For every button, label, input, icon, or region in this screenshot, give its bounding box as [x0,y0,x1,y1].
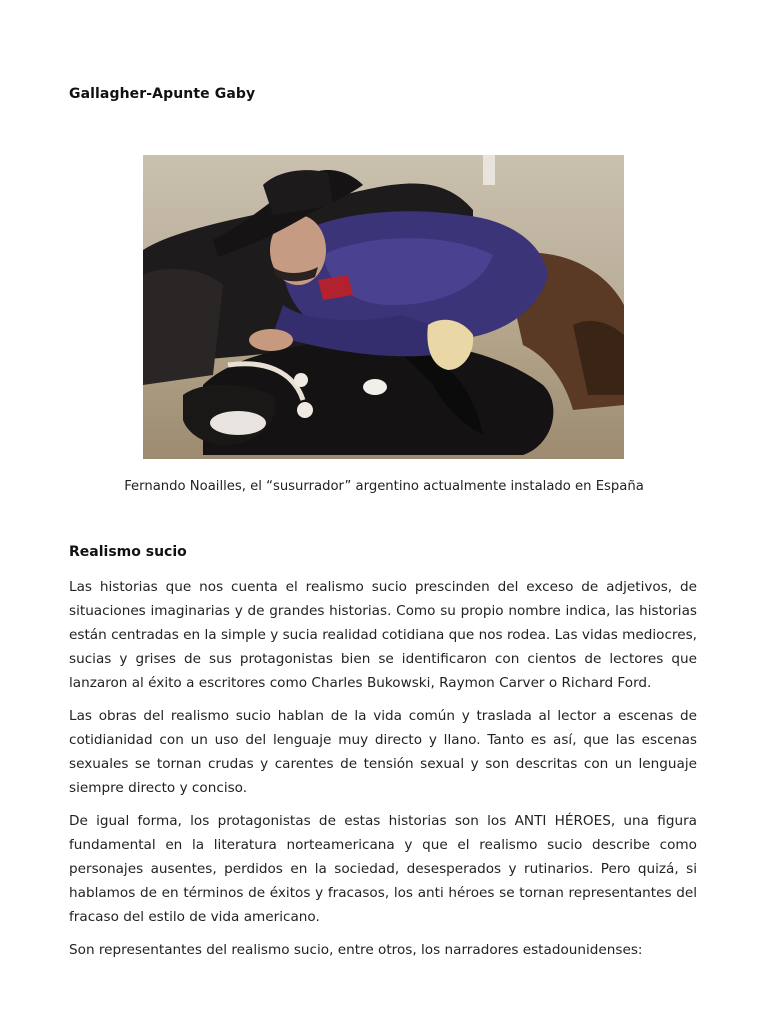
paragraph: Son representantes del realismo sucio, entre otros, los narradores estadounidenses: [69,942,643,958]
photo-man-with-horse [143,155,624,459]
author-name: Gallagher-Apunte Gaby [69,86,256,102]
article-body [69,575,697,971]
paragraph: Las obras del realismo sucio hablan de la vida común y traslada al lector a escenas de cotidianidad con un uso del lenguaje muy directo y llano. Tanto es así, que las escenas sexuales se tornan crudas y carentes de tensión sexual y son descritas con un lenguaje siempre directo y conciso. [69,708,697,796]
photo-caption: Fernando Noailles, el “susurrador” argentino actualmente instalado en España [124,479,644,494]
section-title: Realismo sucio [69,544,187,560]
paragraph: Las historias que nos cuenta el realismo sucio prescinden del exceso de adjetivos, de situaciones imaginarias y de grandes historias. Como su propio nombre indica, las historias están centradas en la simple y sucia realidad cotidiana que nos rodea. Las vidas mediocres, sucias y grises de sus protagonistas bien se identificaron con cientos de lectores que lanzaron al éxito a escritores como Charles Bukowski, Raymon Carver o Richard Ford. [69,579,697,691]
paragraph: De igual forma, los protagonistas de estas historias son los ANTI HÉROES, una figura fundamental en la literatura norteamericana y que el realismo sucio describe como personajes ausentes, perdidos en la sociedad, desesperados y rutinarios. Pero quizá, si hablamos de en términos de éxitos y fracasos, los anti héroes se tornan representantes del fracaso del estilo de vida americano. [69,813,697,925]
